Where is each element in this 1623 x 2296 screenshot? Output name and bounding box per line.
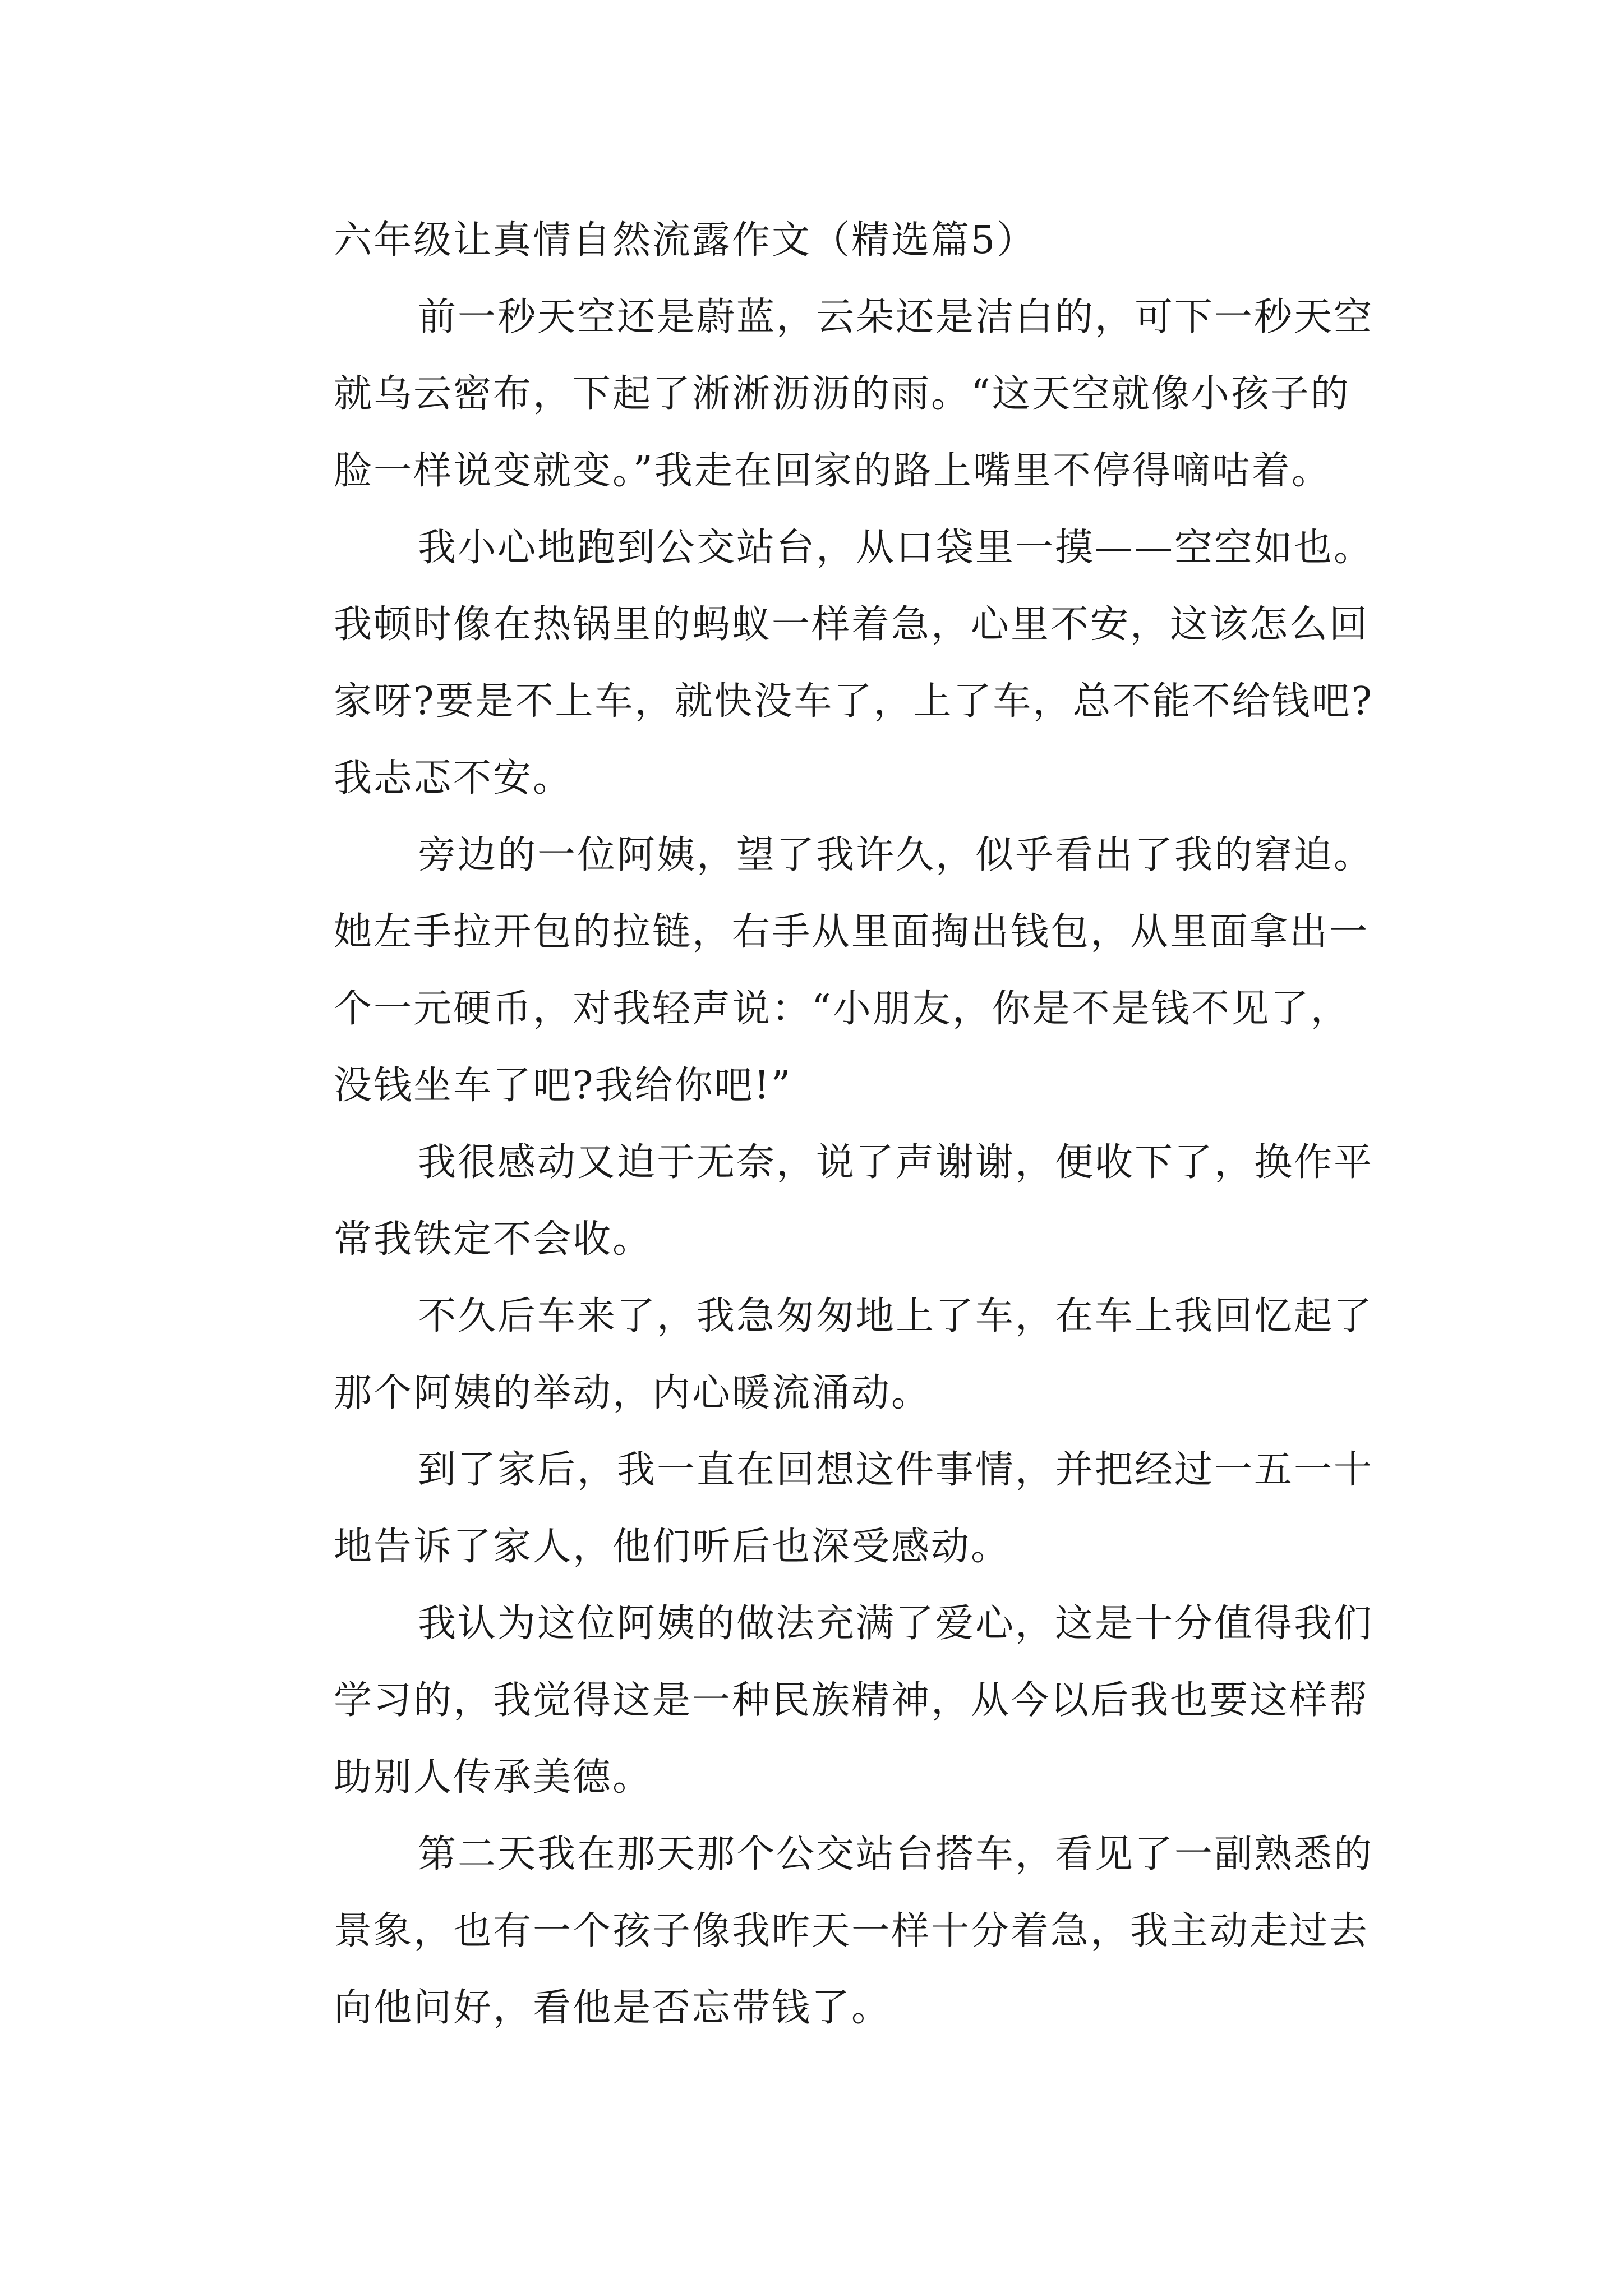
paragraph-line: 我认为这位阿姨的做法充满了爱心，这是十分值得我们 [418,1602,1374,1646]
paragraph-line: 没钱坐车了吧?我给你吧!” [334,1064,792,1108]
paragraph-line: 旁边的一位阿姨，望了我许久，似乎看出了我的窘迫。 [418,833,1374,877]
paragraph-line: 我顿时像在热锅里的蚂蚁一样着急，心里不安，这该怎么回 [334,602,1370,647]
paragraph-line: 脸一样说变就变。”我走在回家的路上嘴里不停得嘀咕着。 [334,449,1331,493]
paragraph-line: 第二天我在那天那个公交站台搭车，看见了一副熟悉的 [418,1832,1374,1876]
paragraph [250,279,1377,509]
paragraph [250,817,1377,1124]
paragraph-line: 她左手拉开包的拉链，右手从里面掏出钱包，从里面拿出一 [334,910,1370,954]
paragraph [250,1816,1377,2046]
paragraph-line: 家呀?要是不上车，就快没车了，上了车，总不能不给钱吧? [334,679,1373,724]
paragraph-line: 我小心地跑到公交站台，从口袋里一摸——空空如也。 [418,526,1374,570]
paragraph-line: 我很感动又迫于无奈，说了声谢谢，便收下了，换作平 [418,1140,1374,1185]
paragraph-line: 就乌云密布，下起了淅淅沥沥的雨。“这天空就像小孩子的 [334,372,1350,416]
paragraph [250,509,1377,817]
paragraph-line: 个一元硬币，对我轻声说：“小朋友，你是不是钱不见了， [334,987,1350,1031]
paragraph [250,1432,1377,1585]
paragraph-line: 助别人传承美德。 [334,1755,653,1800]
paragraph-line: 前一秒天空还是蔚蓝，云朵还是洁白的，可下一秒天空 [418,295,1374,339]
paragraph-line: 不久后车来了，我急匆匆地上了车，在车上我回忆起了 [418,1294,1374,1338]
paragraph-line: 常我铁定不会收。 [334,1217,653,1262]
paragraph-line: 我忐忑不安。 [334,756,573,800]
paragraph-line: 那个阿姨的举动，内心暖流涌动。 [334,1371,932,1415]
paragraph-line: 向他问好，看他是否忘带钱了。 [334,1986,892,2030]
paragraph-line: 景象，也有一个孩子像我昨天一样十分着急，我主动走过去 [334,1909,1370,1953]
paragraph-line: 学习的，我觉得这是一种民族精神，从今以后我也要这样帮 [334,1678,1370,1723]
paragraph [250,1585,1377,1816]
paragraph-line: 到了家后，我一直在回想这件事情，并把经过一五一十 [418,1448,1374,1492]
paragraph [250,1124,1377,1278]
paragraph-line: 地告诉了家人，他们听后也深受感动。 [334,1525,1011,1569]
document-title: 六年级让真情自然流露作文（精选篇5） [334,218,1037,263]
paragraph [250,1278,1377,1432]
document-body [250,202,1377,2046]
